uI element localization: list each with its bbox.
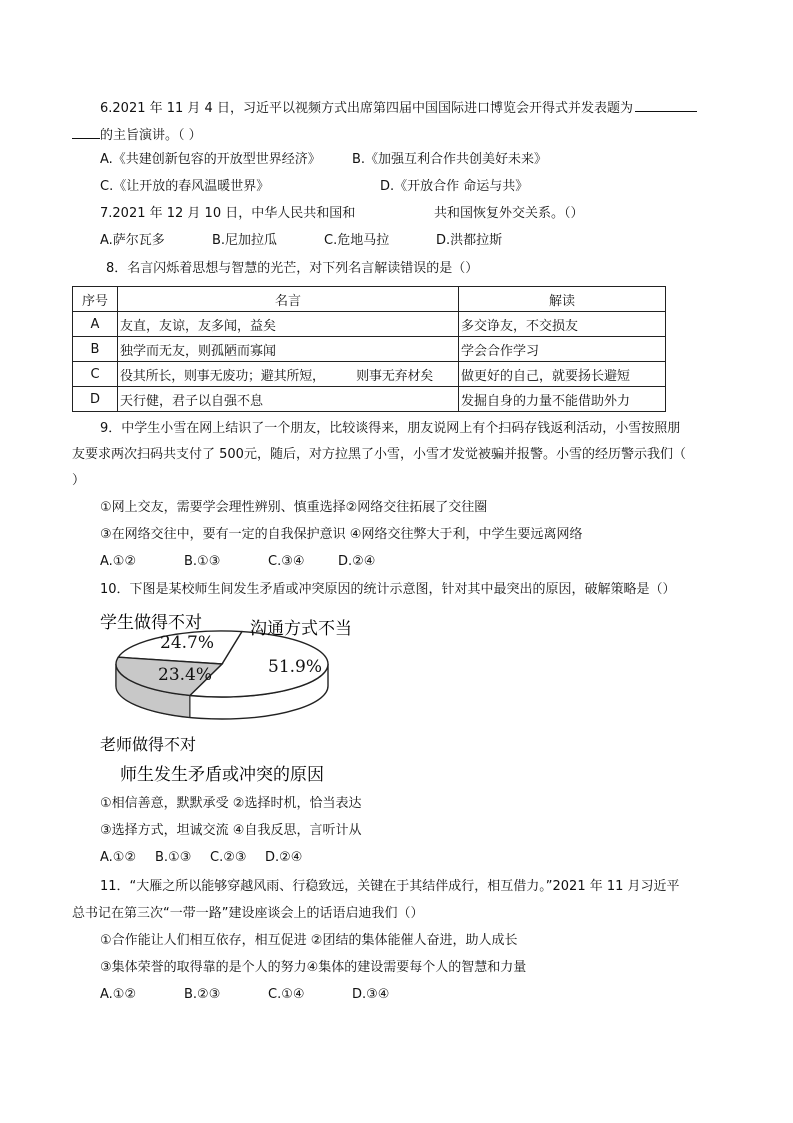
q9-stem-line2: 友要求两次扫码共支付了 500元，随后，对方拉黑了小雪，小雪才发觉被骗并报警。小雪的经历警示我们（: [72, 447, 686, 462]
table-cell-reading: 发掘自身的力量不能借助外力: [459, 387, 666, 412]
q9-stem-line1: 9．中学生小雪在网上结识了一个朋友，比较谈得来，朋友说网上有个扫码存钱返利活动，小雪按照朋: [100, 421, 681, 436]
q7-option-c[interactable]: C.危地马拉: [324, 233, 390, 248]
q7-option-d[interactable]: D.洪都拉斯: [436, 233, 503, 248]
table-cell-reading: 多交诤友，不交损友: [459, 312, 666, 337]
q11-option-b[interactable]: B.②③: [184, 987, 221, 1002]
legend-label-teacher: 老师做得不对: [100, 735, 197, 754]
q7-option-b[interactable]: B.尼加拉瓜: [212, 233, 278, 248]
q9-statements-1-2: ①网上交友，需要学会理性辨别、慎重选择②网络交往拓展了交往圈: [100, 500, 488, 515]
pie-value-label-communication: 51.9%: [268, 657, 323, 677]
q10-statements-3-4: ③选择方式，坦诚交流 ④自我反思，言听计从: [100, 823, 362, 838]
q11-option-a[interactable]: A.①②: [100, 987, 137, 1002]
q7-stem-left: 7.2021 年 12 月 10 日，中华人民共和国和: [100, 206, 356, 221]
legend-label-student: 学生做得不对: [100, 613, 202, 633]
table-cell-id: D: [73, 387, 118, 412]
table-row: [73, 387, 666, 412]
q11-stem-line2: 总书记在第三次“一带一路”建设座谈会上的话语启迪我们（）: [72, 906, 424, 921]
q11-option-d[interactable]: D.③④: [352, 987, 390, 1002]
table-cell-id: C: [73, 362, 118, 387]
q9-option-c[interactable]: C.③④: [268, 554, 305, 569]
q6-option-d[interactable]: D.《开放合作 命运与共》: [380, 179, 529, 194]
q6-answer-blank[interactable]: [635, 97, 697, 112]
q9-option-b[interactable]: B.①③: [184, 554, 221, 569]
q10-statements-1-2: ①相信善意，默默承受 ②选择时机，恰当表达: [100, 796, 362, 811]
table-cell-reading: 做更好的自己，就要扬长避短: [459, 362, 666, 387]
q10-option-d[interactable]: D.②④: [265, 850, 303, 865]
q10-option-b[interactable]: B.①③: [155, 850, 192, 865]
q7-stem-right: 共和国恢复外交关系。（）: [434, 206, 584, 221]
pie-value-label-teacher: 23.4%: [158, 665, 213, 685]
q6-answer-blank-cont: [72, 124, 100, 139]
q11-option-c[interactable]: C.①④: [268, 987, 305, 1002]
chart-title: 师生发生矛盾或冲突的原因: [120, 765, 324, 785]
table-header-row: [73, 287, 666, 312]
q8-stem: 8．名言闪烁着思想与智慧的光芒，对下列名言解读错误的是（）: [106, 261, 479, 276]
table-header-cell: 解读: [459, 287, 666, 312]
q6-stem-line2: 的主旨演讲。（ ）: [72, 124, 202, 145]
table-header-cell: 名言: [118, 287, 459, 312]
table-row: [73, 362, 666, 387]
q11-statements-1-2: ①合作能让人们相互依存，相互促进 ②团结的集体能催人奋进，助人成长: [100, 933, 518, 948]
table-cell-quote: 独学而无友，则孤陋而寡闻: [118, 337, 459, 362]
pie-chart: [100, 608, 370, 788]
table-cell-id: A: [73, 312, 118, 337]
q6-option-b[interactable]: B.《加强互利合作共创美好未来》: [352, 152, 548, 167]
table-cell-id: B: [73, 337, 118, 362]
legend-label-communication: 沟通方式不当: [250, 619, 352, 639]
q11-statements-3-4: ③集体荣誉的取得靠的是个人的努力④集体的建设需要每个人的智慧和力量: [100, 960, 527, 975]
q8-table: [72, 286, 666, 412]
q11-stem-line1: 11．“大雁之所以能够穿越风雨、行稳致远，关键在于其结伴成行，相互借力。”2021 年 11 月习近平: [100, 879, 680, 894]
pie-value-label-student: 24.7%: [160, 633, 215, 653]
q9-option-d[interactable]: D.②④: [338, 554, 376, 569]
pie-chart-svg: [100, 608, 370, 788]
table-cell-quote: 天行健，君子以自强不息: [118, 387, 459, 412]
q10-option-c[interactable]: C.②③: [210, 850, 247, 865]
q10-option-a[interactable]: A.①②: [100, 850, 137, 865]
q9-option-a[interactable]: A.①②: [100, 554, 137, 569]
q6-option-c[interactable]: C.《让开放的春风温暖世界》: [100, 179, 270, 194]
q9-stem-line3: ）: [72, 473, 86, 488]
q6-stem-line1: 6.2021 年 11 月 4 日，习近平以视频方式出席第四届中国国际进口博览会开得式并发表题为: [100, 97, 697, 118]
q6-option-a[interactable]: A.《共建创新包容的开放型世界经济》: [100, 152, 321, 167]
table-row: [73, 312, 666, 337]
q10-stem: 10．下图是某校师生间发生矛盾或冲突原因的统计示意图，针对其中最突出的原因，破解策略是（）: [100, 582, 676, 597]
q7-option-a[interactable]: A.萨尔瓦多: [100, 233, 165, 248]
table-cell-quote: 友直，友谅，友多闻，益矣: [118, 312, 459, 337]
table-header-cell: 序号: [73, 287, 118, 312]
table-cell-quote: 役其所长，则事无废功；避其所短， 则事无弃材矣: [118, 362, 459, 387]
table-row: [73, 337, 666, 362]
table-cell-reading: 学会合作学习: [459, 337, 666, 362]
q9-statements-3-4: ③在网络交往中，要有一定的自我保护意识 ④网络交往弊大于利，中学生要远离网络: [100, 527, 583, 542]
